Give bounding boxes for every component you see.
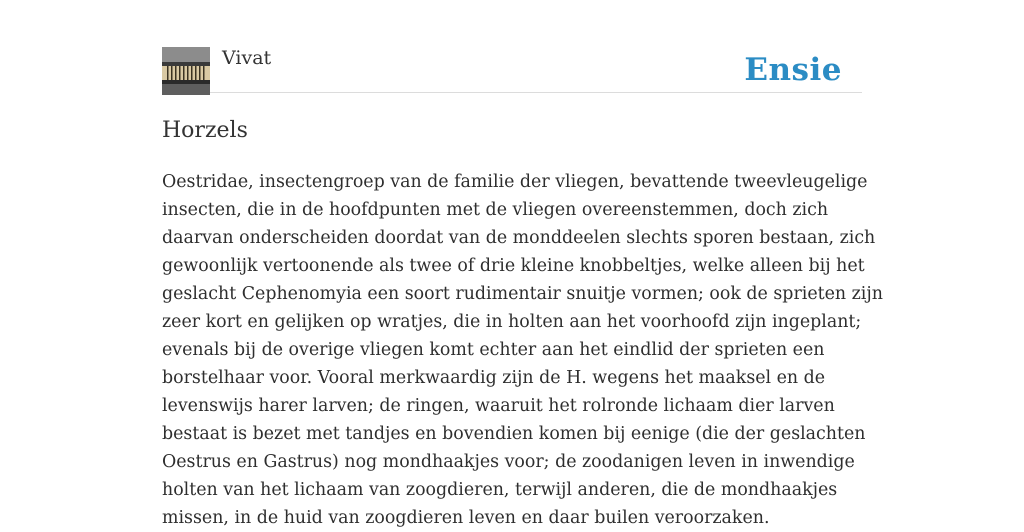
body-line: gewoonlijk vertoonende als twee of drie kleine knobbeltjes, welke alleen bij het (162, 256, 865, 276)
body-line: Oestrus en Gastrus) nog mondhaakjes voor; de zoodanigen leven in inwendige (162, 452, 855, 472)
brand-logo[interactable]: Ensie (744, 52, 842, 88)
header (162, 46, 862, 93)
body-line: daarvan onderscheiden doordat van de monddeelen slechts sporen bestaan, zich (162, 228, 876, 248)
body-line: borstelhaar voor. Vooral merkwaardig zijn de H. wegens het maaksel en de (162, 368, 826, 388)
source-avatar[interactable] (162, 47, 210, 95)
body-line: bestaat is bezet met tandjes en bovendien komen bij eenige (die der geslachten (162, 424, 866, 444)
body-line: geslacht Cephenomyia een soort rudimentair snuitje vormen; ook de sprieten zijn (162, 284, 883, 304)
body-line: holten van het lichaam van zoogdieren, terwijl anderen, die de mondhaakjes (162, 480, 838, 500)
body-line: Oestridae, insectengroep van de familie der vliegen, bevattende tweevleugelige (162, 172, 868, 192)
body-line: zeer kort en gelijken op wratjes, die in holten aan het voorhoofd zijn ingeplant; (162, 312, 862, 332)
body-line: missen, in de huid van zoogdieren leven en daar builen veroorzaken. (162, 508, 770, 528)
body-line: evenals bij de overige vliegen komt echter aan het eindlid der sprieten een (162, 340, 825, 360)
article-body (162, 168, 883, 532)
body-line: insecten, die in de hoofdpunten met de vliegen overeenstemmen, doch zich (162, 200, 829, 220)
body-line: levenswijs harer larven; de ringen, waaruit het rolronde lichaam dier larven (162, 396, 835, 416)
source-name[interactable]: Vivat (222, 47, 272, 69)
article-title: Horzels (162, 118, 248, 143)
